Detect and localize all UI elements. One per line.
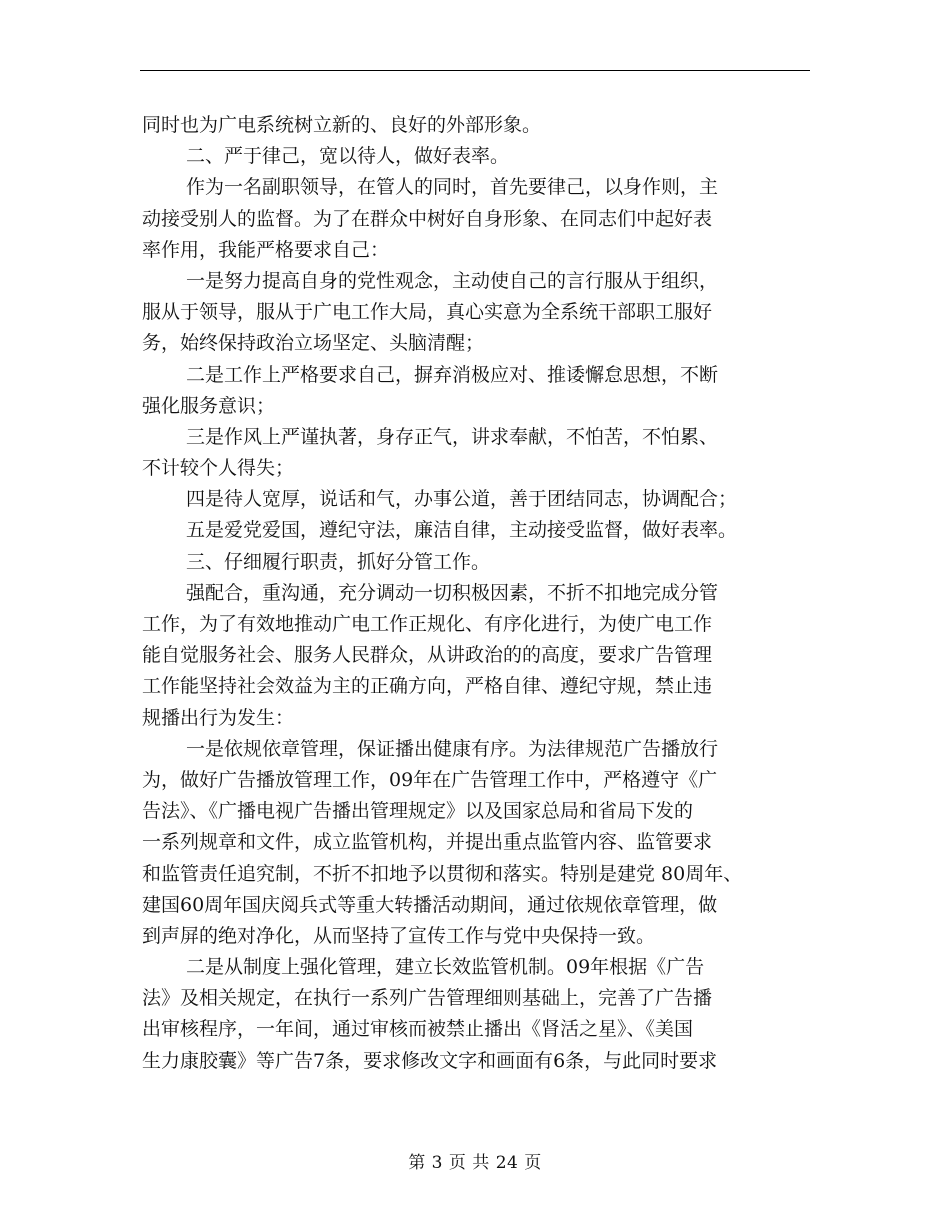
text-line: 务，始终保持政治立场坚定、头脑清醒； — [142, 332, 485, 355]
document-body — [142, 110, 822, 1077]
text-line: 三是作风上严谨执著，身存正气，讲求奉献，不怕苦，不怕累、 — [186, 425, 719, 448]
text-line: 作为一名副职领导，在管人的同时，首先要律己，以身作则，主 — [186, 176, 719, 199]
text-line: 二、严于律己，宽以待人，做好表率。 — [186, 145, 510, 168]
header-rule — [140, 70, 810, 71]
text-line: 生力康胶囊》等广告7条，要求修改文字和画面有6条，与此同时要求 — [142, 1049, 718, 1072]
text-line: 和监管责任追究制，不折不扣地予以贯彻和落实。特别是建党 80周年、 — [142, 862, 743, 885]
text-line: 到声屏的绝对净化，从而坚持了宣传工作与党中央保持一致。 — [142, 924, 656, 947]
text-line: 一是努力提高自身的党性观念，主动使自己的言行服从于组织， — [186, 269, 719, 292]
text-line: 一是依规依章管理，保证播出健康有序。为法律规范广告播放行 — [186, 737, 719, 760]
text-line: 五是爱党爱国，遵纪守法，廉洁自律，主动接受监督，做好表率。 — [186, 519, 738, 542]
text-line: 规播出行为发生： — [142, 706, 295, 729]
text-line: 法》及相关规定，在执行一系列广告管理细则基础上，完善了广告播 — [142, 987, 713, 1010]
text-line: 工作，为了有效地推动广电工作正规化、有序化进行，为使广电工作 — [142, 613, 713, 635]
text-line: 强配合，重沟通，充分调动一切积极因素，不折不扣地完成分管 — [186, 581, 719, 604]
text-line: 二是从制度上强化管理，建立长效监管机制。09年根据《广告 — [186, 956, 705, 979]
text-line: 同时也为广电系统树立新的、良好的外部形象。 — [142, 114, 542, 136]
text-line: 二是工作上严格要求自己，摒弃消极应对、推诿懈怠思想，不断 — [186, 363, 719, 386]
text-line: 率作用，我能严格要求自己： — [142, 238, 390, 261]
text-line: 建国60周年国庆阅兵式等重大转播活动期间，通过依规依章管理，做 — [142, 893, 718, 916]
text-line: 三、仔细履行职责，抓好分管工作。 — [186, 550, 491, 573]
text-line: 不计较个人得失； — [142, 457, 295, 480]
text-line: 动接受别人的监督。为了在群众中树好自身形象、在同志们中起好表 — [142, 207, 713, 230]
text-line: 工作能坚持社会效益为主的正确方向，严格自律、遵纪守规，禁止违 — [142, 675, 713, 698]
text-line: 一系列规章和文件，成立监管机构，并提出重点监管内容、监管要求 — [142, 831, 713, 854]
text-line: 强化服务意识； — [142, 394, 276, 417]
page-footer: 第 3 页 共 24 页 — [408, 1153, 542, 1173]
text-line: 告法》、《广播电视广告播出管理规定》以及国家总局和省局下发的 — [142, 800, 694, 823]
text-line: 四是待人宽厚，说话和气，办事公道，善于团结同志，协调配合； — [186, 488, 738, 511]
text-line: 为，做好广告播放管理工作，09年在广告管理工作中，严格遵守《广 — [142, 768, 718, 791]
text-line: 服从于领导，服从于广电工作大局，真心实意为全系统干部职工服好 — [142, 301, 713, 324]
text-line: 能自觉服务社会、服务人民群众，从讲政治的的高度，要求广告管理 — [142, 644, 713, 667]
text-line: 出审核程序，一年间，通过审核而被禁止播出《肾活之星》、《美国 — [142, 1018, 694, 1041]
